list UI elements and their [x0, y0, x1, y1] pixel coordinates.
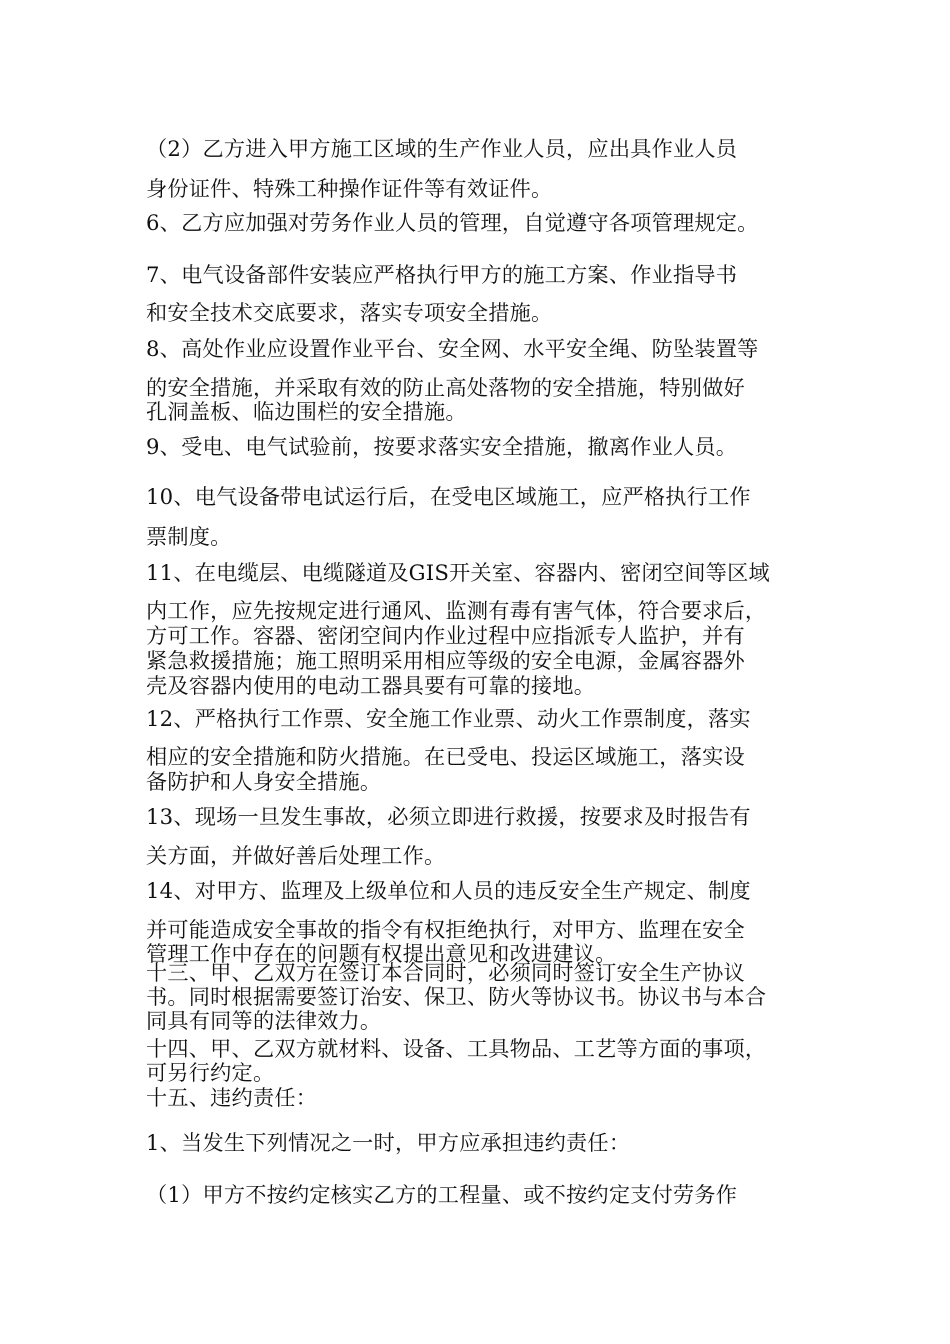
- text-line: 相应的安全措施和防火措施。在已受电、投运区域施工，落实设: [146, 744, 745, 769]
- text-line: （1）甲方不按约定核实乙方的工程量、或不按约定支付劳务作: [146, 1182, 738, 1207]
- text-line: 紧急救援措施；施工照明采用相应等级的安全电源，金属容器外: [146, 648, 745, 673]
- paragraph-9-power-testing: [146, 432, 737, 462]
- text-line: 关方面，并做好善后处理工作。: [146, 843, 446, 868]
- paragraph-7-electrical-installation: [146, 260, 737, 328]
- paragraph-1-party-a-liability: [146, 1128, 630, 1158]
- paragraph-12-work-permits: [146, 704, 751, 797]
- paragraph-13-accident-response: [146, 802, 751, 871]
- paragraph-6-labor-management: [146, 208, 759, 238]
- text-line: 壳及容器内使用的电动工器具要有可靠的接地。: [146, 673, 596, 698]
- section-13-safety-agreement: [146, 958, 766, 1036]
- section-15-liability-heading: [146, 1083, 317, 1113]
- text-line: 11、在电缆层、电缆隧道及GIS开关室、容器内、密闭空间等区域: [146, 560, 770, 585]
- text-line: 同具有同等的法律效力。: [146, 1008, 382, 1033]
- text-line: 备防护和人身安全措施。: [146, 769, 382, 794]
- text-line: 身份证件、特殊工种操作证件等有效证件。: [146, 176, 553, 201]
- text-line: 10、电气设备带电试运行后，在受电区域施工，应严格执行工作: [146, 484, 751, 509]
- text-line: 十四、甲、乙双方就材料、设备、工具物品、工艺等方面的事项，: [146, 1036, 767, 1061]
- paragraph-11-confined-space: [146, 558, 770, 701]
- section-14-other-agreements: [146, 1034, 766, 1088]
- text-line: （2）乙方进入甲方施工区域的生产作业人员，应出具作业人员: [146, 136, 738, 161]
- text-line: 9、受电、电气试验前，按要求落实安全措施，撤离作业人员。: [146, 434, 738, 459]
- text-line: 孔洞盖板、临边围栏的安全措施。: [146, 399, 467, 424]
- text-line: 内工作，应先按规定进行通风、监测有毒有害气体，符合要求后，: [146, 598, 767, 623]
- text-line: 管理工作中存在的问题有权提出意见和改进建议。: [146, 941, 617, 966]
- text-line: 1、当发生下列情况之一时，甲方应承担违约责任：: [146, 1130, 631, 1155]
- paragraph-2-id-certificates: [146, 134, 737, 204]
- text-line: 并可能造成安全事故的指令有权拒绝执行，对甲方、监理在安全: [146, 917, 745, 942]
- text-line: 14、对甲方、监理及上级单位和人员的违反安全生产规定、制度: [146, 878, 751, 903]
- paragraph-10-energized-trial: [146, 482, 751, 552]
- paragraph-14-refuse-unsafe-orders: [146, 876, 751, 969]
- text-line: 7、电气设备部件安装应严格执行甲方的施工方案、作业指导书: [146, 262, 738, 287]
- paragraph-8-work-at-height: [146, 334, 759, 427]
- text-line: 可另行约定。: [146, 1060, 275, 1085]
- paragraph-1-1-payment-default: [146, 1180, 737, 1210]
- text-line: 书。同时根据需要签订治安、保卫、防火等协议书。协议书与本合: [146, 984, 767, 1009]
- text-line: 和安全技术交底要求，落实专项安全措施。: [146, 300, 553, 325]
- text-line: 8、高处作业应设置作业平台、安全网、水平安全绳、防坠装置等: [146, 336, 759, 361]
- text-line: 13、现场一旦发生事故，必须立即进行救援，按要求及时报告有: [146, 804, 751, 829]
- text-line: 十三、甲、乙双方在签订本合同时，必须同时签订安全生产协议: [146, 960, 745, 985]
- text-line: 12、严格执行工作票、安全施工作业票、动火工作票制度，落实: [146, 706, 751, 731]
- text-line: 票制度。: [146, 524, 232, 549]
- text-line: 的安全措施，并采取有效的防止高处落物的安全措施，特别做好: [146, 375, 745, 400]
- text-line: 十五、违约责任：: [146, 1085, 318, 1110]
- text-line: 6、乙方应加强对劳务作业人员的管理，自觉遵守各项管理规定。: [146, 210, 759, 235]
- text-line: 方可工作。容器、密闭空间内作业过程中应指派专人监护，并有: [146, 623, 745, 648]
